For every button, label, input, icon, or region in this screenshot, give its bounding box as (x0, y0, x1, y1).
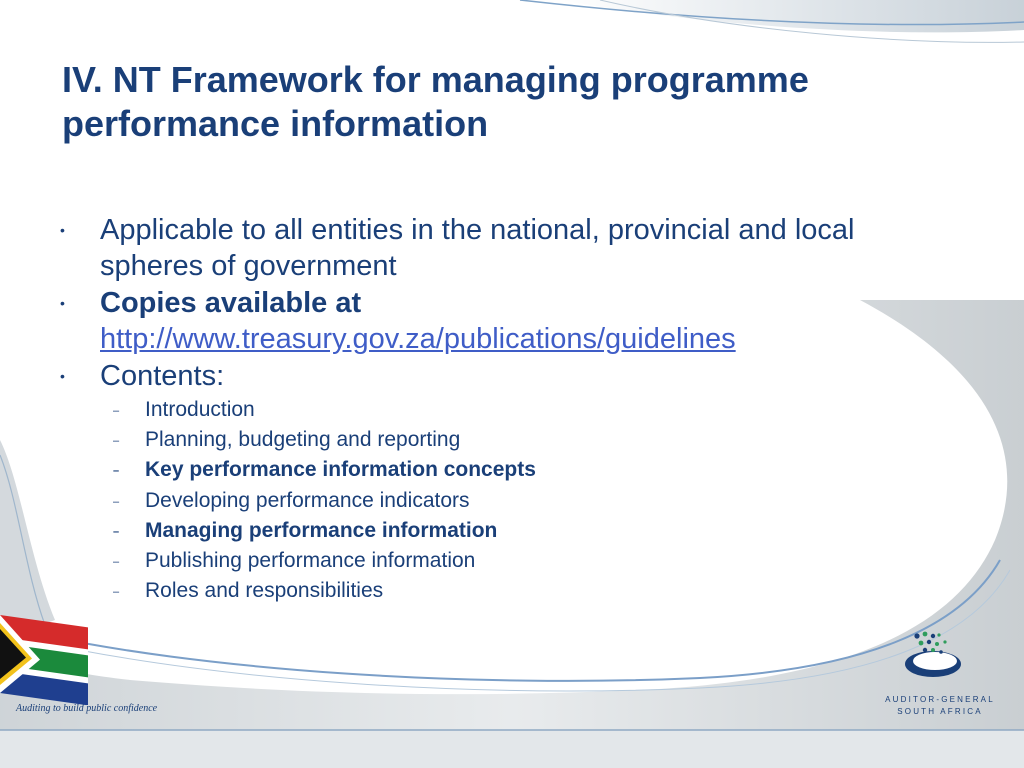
org-name-line2: SOUTH AFRICA (897, 707, 983, 716)
list-item (60, 395, 960, 425)
list-item-text: Planning, budgeting and reporting (145, 428, 461, 452)
dash-icon: – (113, 435, 120, 448)
list-item (60, 516, 960, 546)
auditor-general-name (860, 694, 1020, 718)
dash-icon: – (113, 495, 120, 508)
list-item-text: Roles and responsibilities (145, 579, 384, 603)
contents-sublist (60, 395, 960, 606)
list-item (60, 455, 960, 485)
list-item (60, 425, 960, 455)
bullet-contents (60, 358, 960, 394)
bullet-copies-available (60, 285, 960, 357)
dash-icon: – (113, 556, 120, 569)
list-item-text: Managing performance information (145, 518, 498, 542)
bullet-text: Contents: (100, 360, 225, 392)
list-item (60, 486, 960, 516)
dash-icon: – (113, 525, 120, 538)
bullet-dot-icon: • (60, 222, 65, 238)
list-item-text: Key performance information concepts (145, 458, 536, 482)
org-name-line1: AUDITOR-GENERAL (885, 695, 995, 704)
list-item (60, 576, 960, 606)
dash-icon: – (113, 586, 120, 599)
list-item (60, 546, 960, 576)
footer-tagline: Auditing to build public confidence (16, 703, 158, 714)
bullet-dot-icon: • (60, 368, 65, 384)
bullet-dot-icon: • (60, 295, 65, 311)
dash-icon: – (113, 405, 120, 417)
bullet-applicable (60, 212, 960, 284)
list-item-text: Publishing performance information (145, 549, 476, 573)
slide-title: IV. NT Framework for managing programme performance information (62, 59, 809, 144)
bullet-text: Copies available at (100, 287, 362, 319)
slide-content (60, 212, 960, 606)
list-item-text: Developing performance indicators (145, 488, 470, 512)
south-africa-flag-icon (0, 615, 92, 705)
list-item-text: Introduction (145, 398, 255, 421)
treasury-guidelines-link[interactable]: http://www.treasury.gov.za/publications/guidelines (100, 323, 736, 355)
dash-icon: – (113, 465, 120, 478)
bullet-text: Applicable to all entities in the national, provincial and local spheres of government (100, 214, 855, 282)
auditor-general-logo-icon (895, 628, 985, 688)
